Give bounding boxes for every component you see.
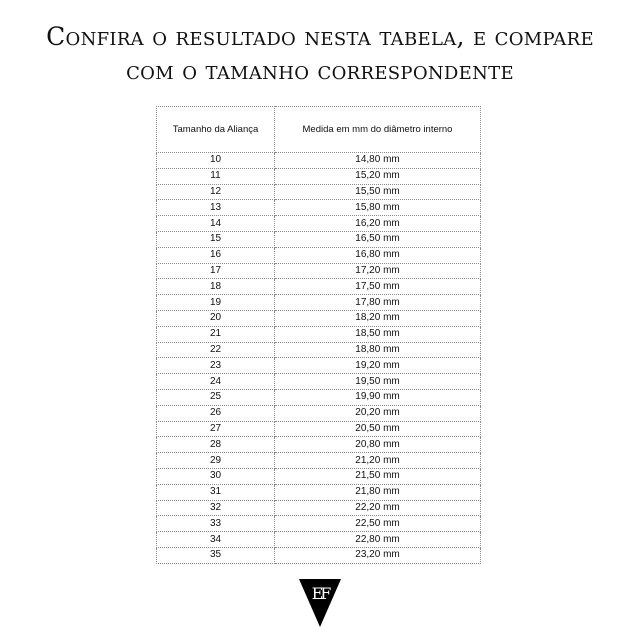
- table-row: [157, 500, 481, 516]
- ring-size-cell: 15: [157, 231, 275, 247]
- table-row: [157, 484, 481, 500]
- table-row: [157, 310, 481, 326]
- inner-diameter-cell: 16,20 mm: [275, 216, 481, 232]
- inner-diameter-cell: 21,20 mm: [275, 453, 481, 469]
- inner-diameter-cell: 19,20 mm: [275, 358, 481, 374]
- table-row: [157, 200, 481, 216]
- table-body: [157, 153, 481, 564]
- table-row: [157, 374, 481, 390]
- table-row: [157, 184, 481, 200]
- inner-diameter-cell: 15,20 mm: [275, 168, 481, 184]
- ring-size-cell: 26: [157, 405, 275, 421]
- logo-monogram: EF: [311, 584, 329, 603]
- diamond-logo-icon: [298, 578, 342, 628]
- table-row: [157, 263, 481, 279]
- ring-size-cell: 30: [157, 468, 275, 484]
- header-inner-diameter: Medida em mm do diâmetro interno: [275, 107, 481, 153]
- table-row: [157, 342, 481, 358]
- ring-size-cell: 22: [157, 342, 275, 358]
- inner-diameter-cell: 18,20 mm: [275, 310, 481, 326]
- inner-diameter-cell: 22,20 mm: [275, 500, 481, 516]
- inner-diameter-cell: 20,80 mm: [275, 437, 481, 453]
- table-row: [157, 153, 481, 169]
- table-row: [157, 421, 481, 437]
- inner-diameter-cell: 22,50 mm: [275, 516, 481, 532]
- ring-size-table-container: [156, 106, 480, 564]
- inner-diameter-cell: 16,80 mm: [275, 247, 481, 263]
- table-row: [157, 247, 481, 263]
- inner-diameter-cell: 15,80 mm: [275, 200, 481, 216]
- inner-diameter-cell: 19,90 mm: [275, 389, 481, 405]
- table-row: [157, 231, 481, 247]
- ring-size-table: [156, 106, 481, 564]
- ring-size-cell: 10: [157, 153, 275, 169]
- ring-size-cell: 35: [157, 547, 275, 563]
- inner-diameter-cell: 18,50 mm: [275, 326, 481, 342]
- ring-size-cell: 32: [157, 500, 275, 516]
- inner-diameter-cell: 20,20 mm: [275, 405, 481, 421]
- ring-size-cell: 16: [157, 247, 275, 263]
- table-row: [157, 279, 481, 295]
- table-row: [157, 358, 481, 374]
- ring-size-cell: 31: [157, 484, 275, 500]
- table-row: [157, 532, 481, 548]
- table-row: [157, 216, 481, 232]
- inner-diameter-cell: 22,80 mm: [275, 532, 481, 548]
- table-row: [157, 453, 481, 469]
- heading-line-1: Confira o resultado nesta tabela, e compare: [46, 22, 594, 51]
- ring-size-cell: 25: [157, 389, 275, 405]
- inner-diameter-cell: 20,50 mm: [275, 421, 481, 437]
- ring-size-cell: 34: [157, 532, 275, 548]
- ring-size-cell: 12: [157, 184, 275, 200]
- inner-diameter-cell: 17,80 mm: [275, 295, 481, 311]
- ring-size-cell: 19: [157, 295, 275, 311]
- ring-size-cell: 14: [157, 216, 275, 232]
- ring-size-cell: 13: [157, 200, 275, 216]
- table-row: [157, 405, 481, 421]
- table-row: [157, 468, 481, 484]
- heading-line-2: com o tamanho correspondente: [126, 56, 514, 85]
- ring-size-cell: 23: [157, 358, 275, 374]
- table-row: [157, 326, 481, 342]
- table-row: [157, 295, 481, 311]
- inner-diameter-cell: 23,20 mm: [275, 547, 481, 563]
- page-heading: [0, 20, 640, 88]
- inner-diameter-cell: 19,50 mm: [275, 374, 481, 390]
- inner-diameter-cell: 14,80 mm: [275, 153, 481, 169]
- table-row: [157, 547, 481, 563]
- ring-size-cell: 18: [157, 279, 275, 295]
- ring-size-cell: 28: [157, 437, 275, 453]
- table-row: [157, 437, 481, 453]
- table-row: [157, 168, 481, 184]
- ring-size-cell: 11: [157, 168, 275, 184]
- ring-size-cell: 24: [157, 374, 275, 390]
- table-row: [157, 516, 481, 532]
- inner-diameter-cell: 17,20 mm: [275, 263, 481, 279]
- ring-size-cell: 29: [157, 453, 275, 469]
- ring-size-cell: 33: [157, 516, 275, 532]
- inner-diameter-cell: 15,50 mm: [275, 184, 481, 200]
- inner-diameter-cell: 16,50 mm: [275, 231, 481, 247]
- inner-diameter-cell: 21,50 mm: [275, 468, 481, 484]
- ring-size-cell: 27: [157, 421, 275, 437]
- inner-diameter-cell: 17,50 mm: [275, 279, 481, 295]
- inner-diameter-cell: 21,80 mm: [275, 484, 481, 500]
- header-ring-size: Tamanho da Aliança: [157, 107, 275, 153]
- table-header-row: [157, 107, 481, 153]
- table-row: [157, 389, 481, 405]
- ring-size-cell: 20: [157, 310, 275, 326]
- inner-diameter-cell: 18,80 mm: [275, 342, 481, 358]
- ring-size-cell: 17: [157, 263, 275, 279]
- ring-size-cell: 21: [157, 326, 275, 342]
